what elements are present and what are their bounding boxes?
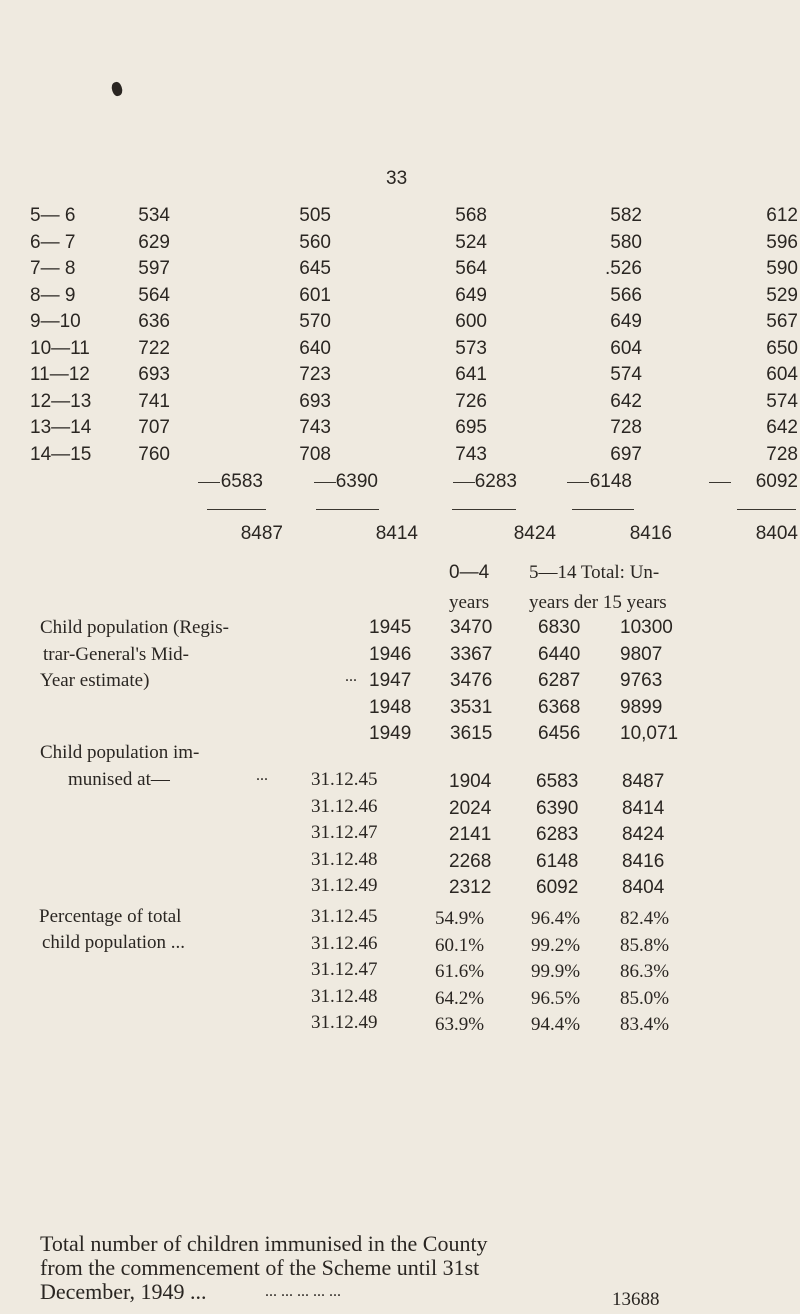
- table-cell: 695: [455, 417, 487, 438]
- total-cell: 8487: [240, 523, 283, 544]
- table-cell: 6092: [536, 877, 579, 899]
- table-cell: 82.4%: [620, 908, 670, 929]
- table-cell: 61.6%: [435, 961, 485, 982]
- date-cell: 31.12.45: [311, 769, 378, 790]
- table-cell: 2268: [449, 850, 492, 872]
- total-rule: [737, 509, 796, 510]
- table-cell: 604: [610, 337, 642, 359]
- subtotal-cell: 6390: [335, 471, 378, 492]
- table-cell: 567: [766, 311, 798, 332]
- footer-total: 13688: [612, 1289, 660, 1310]
- table-cell: 636: [138, 311, 170, 332]
- table-cell: 96.5%: [531, 987, 581, 1009]
- table-cell: 85.8%: [620, 934, 670, 956]
- population-label-line: Child population (Regis-: [40, 617, 229, 638]
- year-cell: 1945: [369, 617, 412, 638]
- footer-leader: ... ... ... ... ...: [265, 1283, 341, 1300]
- table-cell: 600: [455, 311, 487, 332]
- table-cell: 524: [455, 231, 487, 253]
- total-cell: 8424: [513, 523, 556, 544]
- table-cell: 8487: [622, 771, 665, 792]
- table-cell: 10300: [620, 617, 673, 638]
- date-cell: 31.12.46: [311, 932, 378, 954]
- table-cell: 580: [610, 231, 642, 253]
- table-cell: 60.1%: [435, 934, 485, 956]
- subtotal-cell: 6283: [474, 471, 517, 492]
- immunised-label-line-1: Child population im-: [40, 742, 200, 763]
- age-range-label: 12—13: [30, 390, 92, 412]
- table-cell: 760: [138, 443, 170, 465]
- table-cell: 697: [610, 443, 642, 465]
- footer-line-1: Total number of children immunised in the County: [40, 1231, 488, 1256]
- date-cell: 31.12.49: [311, 875, 378, 897]
- age-range-label: 10—11: [30, 337, 90, 359]
- subtotal-cell: 6148: [589, 471, 632, 492]
- table-cell: 743: [455, 443, 487, 465]
- date-cell: 31.12.46: [311, 795, 378, 817]
- date-cell: 31.12.47: [311, 959, 378, 980]
- population-label-line: Year estimate): [40, 670, 150, 691]
- table-cell: 99.2%: [531, 934, 581, 956]
- age-range-label: 7— 8: [30, 258, 76, 279]
- percentage-label-line-2: child population ...: [42, 932, 186, 953]
- table-cell: 6440: [538, 643, 581, 665]
- table-cell: 94.4%: [531, 1014, 581, 1035]
- table-cell: 604: [766, 364, 798, 385]
- table-cell: 574: [766, 390, 798, 412]
- col-header-5-14-total: 5—14 Total: Un-: [529, 562, 660, 583]
- table-cell: 529: [766, 284, 798, 306]
- age-range-label: 6— 7: [30, 231, 76, 253]
- table-cell: 564: [138, 284, 170, 306]
- table-cell: 6456: [538, 723, 581, 744]
- page-number: 33: [386, 168, 408, 189]
- age-range-label: 14—15: [30, 443, 92, 465]
- table-cell: 743: [299, 417, 331, 438]
- table-cell: 3470: [450, 617, 493, 638]
- table-cell: 6390: [536, 797, 579, 819]
- total-rule: [572, 509, 634, 510]
- percentage-label-line-1: Percentage of total: [39, 906, 182, 927]
- table-cell: 8414: [622, 797, 665, 819]
- age-range-label: 11—12: [30, 364, 90, 385]
- table-cell: 649: [455, 284, 487, 306]
- table-cell: 8404: [622, 877, 665, 899]
- date-cell: 31.12.49: [311, 1012, 378, 1033]
- table-cell: 728: [610, 417, 642, 438]
- footer-line-2: from the commencement of the Scheme until 31st: [40, 1255, 480, 1280]
- table-cell: 85.0%: [620, 987, 670, 1009]
- table-cell: 642: [610, 390, 642, 412]
- table-cell: 693: [138, 364, 170, 385]
- table-cell: 707: [138, 417, 170, 438]
- table-cell: 64.2%: [435, 987, 485, 1009]
- table-cell: 693: [299, 390, 331, 412]
- table-cell: 573: [455, 337, 487, 359]
- footer-line-3: December, 1949 ...: [40, 1279, 207, 1304]
- table-cell: 9807: [620, 643, 663, 665]
- year-cell: 1949: [369, 723, 412, 744]
- table-cell: 2024: [449, 797, 492, 819]
- table-cell: 3531: [450, 696, 493, 718]
- table-cell: 722: [138, 337, 170, 359]
- table-cell: 641: [455, 364, 487, 385]
- population-label-line: trar-General's Mid-: [43, 643, 190, 665]
- table-cell: 574: [610, 364, 642, 385]
- table-cell: .526: [605, 258, 642, 279]
- ink-blot: [110, 81, 124, 98]
- table-cell: 505: [299, 205, 331, 226]
- table-cell: 726: [455, 390, 487, 412]
- table-cell: 2312: [449, 877, 492, 899]
- table-cell: 6583: [536, 771, 579, 792]
- total-rule: [452, 509, 516, 510]
- table-cell: 54.9%: [435, 908, 485, 929]
- table-cell: 9763: [620, 670, 663, 691]
- date-cell: 31.12.48: [311, 985, 378, 1007]
- table-cell: 6368: [538, 696, 581, 718]
- table-cell: 86.3%: [620, 961, 670, 982]
- total-cell: 8416: [629, 523, 672, 544]
- leader-dots: ...: [345, 668, 357, 685]
- date-cell: 31.12.47: [311, 822, 378, 844]
- col-header-0-4: 0—4: [449, 562, 490, 583]
- table-cell: 741: [138, 390, 170, 412]
- table-cell: 597: [138, 258, 170, 279]
- table-cell: 649: [610, 311, 642, 332]
- table-cell: 570: [299, 311, 331, 332]
- date-cell: 31.12.48: [311, 848, 378, 870]
- table-cell: 534: [138, 205, 170, 226]
- table-cell: 6287: [538, 670, 581, 691]
- table-cell: 2141: [449, 824, 492, 846]
- table-cell: 8424: [622, 824, 665, 846]
- table-cell: 6283: [536, 824, 579, 846]
- age-range-label: 5— 6: [30, 205, 76, 226]
- year-cell: 1946: [369, 643, 412, 665]
- age-range-label: 9—10: [30, 311, 81, 332]
- table-cell: 3615: [450, 723, 493, 744]
- table-cell: 708: [299, 443, 331, 465]
- col-header-years: years: [449, 592, 490, 613]
- table-cell: 99.9%: [531, 961, 581, 982]
- immunised-label-line-2: munised at—: [68, 769, 170, 790]
- table-cell: 10,071: [620, 723, 679, 744]
- table-cell: 63.9%: [435, 1014, 485, 1035]
- table-cell: 566: [610, 284, 642, 306]
- table-cell: 728: [766, 443, 798, 465]
- table-cell: 564: [455, 258, 487, 279]
- table-cell: 645: [299, 258, 331, 279]
- table-cell: 96.4%: [531, 908, 581, 929]
- age-range-label: 8— 9: [30, 284, 76, 306]
- subtotal-cell: 6583: [220, 471, 263, 492]
- table-cell: 6830: [538, 617, 581, 638]
- age-range-label: 13—14: [30, 417, 92, 438]
- total-cell: 8404: [755, 523, 798, 544]
- dash-separator: [709, 482, 731, 483]
- total-cell: 8414: [375, 523, 418, 544]
- table-cell: 8416: [622, 850, 665, 872]
- table-cell: 3367: [450, 643, 493, 665]
- table-cell: 612: [766, 205, 798, 226]
- year-cell: 1947: [369, 670, 412, 691]
- subtotal-cell: 6092: [755, 471, 798, 492]
- total-rule: [207, 509, 266, 510]
- leader-dots: ...: [256, 767, 268, 784]
- table-cell: 83.4%: [620, 1014, 670, 1035]
- table-cell: 642: [766, 417, 798, 438]
- table-cell: 650: [766, 337, 798, 359]
- table-cell: 723: [299, 364, 331, 385]
- table-cell: 1904: [449, 771, 492, 792]
- table-cell: 6148: [536, 850, 579, 872]
- table-cell: 601: [299, 284, 331, 306]
- table-cell: 629: [138, 231, 170, 253]
- table-cell: 590: [766, 258, 798, 279]
- table-cell: 9899: [620, 696, 663, 718]
- table-cell: 640: [299, 337, 331, 359]
- year-cell: 1948: [369, 696, 412, 718]
- table-cell: 3476: [450, 670, 493, 691]
- table-cell: 568: [455, 205, 487, 226]
- table-cell: 596: [766, 231, 798, 253]
- total-rule: [316, 509, 379, 510]
- table-cell: 560: [299, 231, 331, 253]
- table-cell: 582: [610, 205, 642, 226]
- col-header-years-under-15: years der 15 years: [529, 592, 667, 613]
- date-cell: 31.12.45: [311, 906, 378, 927]
